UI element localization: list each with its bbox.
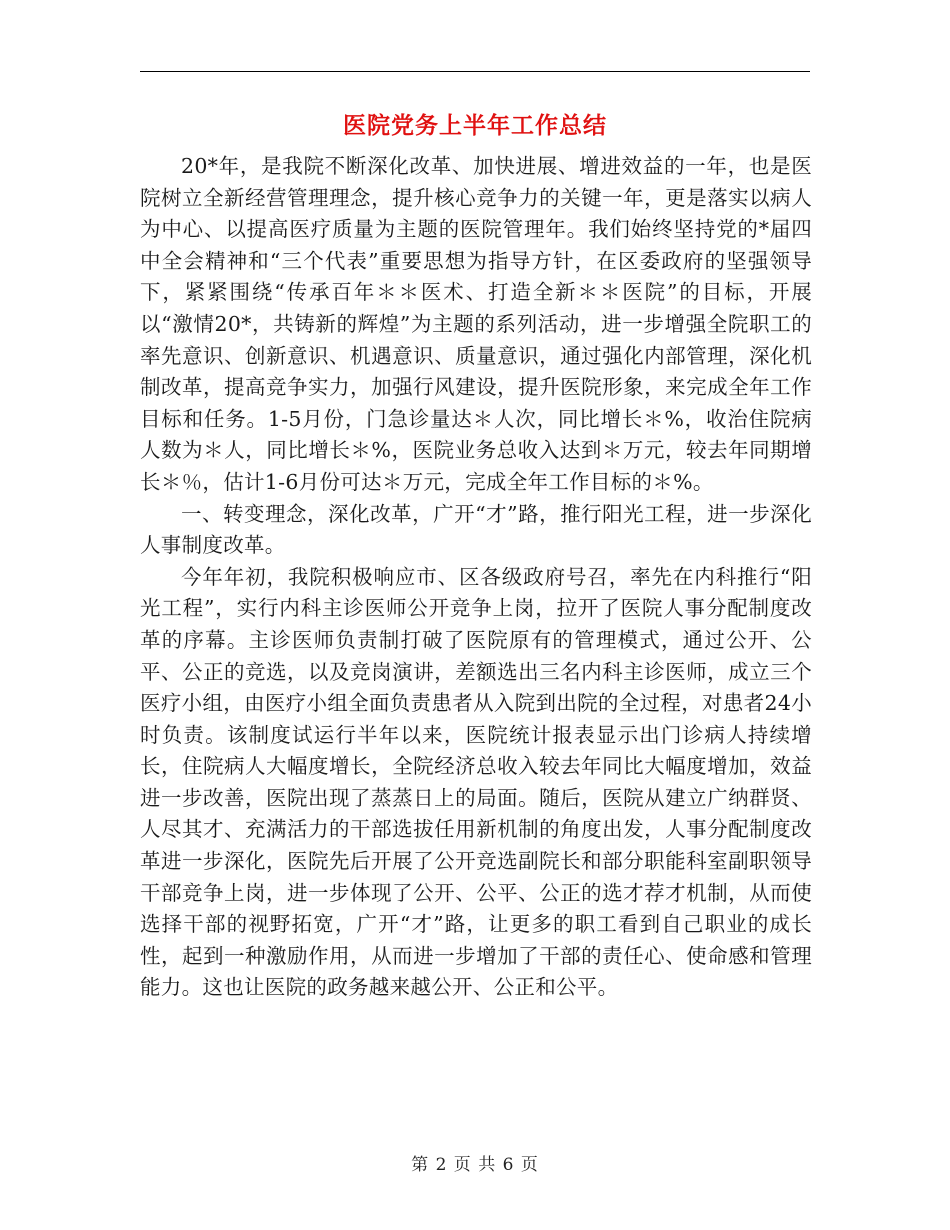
document-title: 医院党务上半年工作总结 [343,112,607,139]
header-rule [140,71,810,72]
page-footer: 第 2 页 共 6 页 [411,1155,539,1175]
paragraph-reform: 今年年初，我院积极响应市、区各级政府号召，率先在内科推行“阳光工程”，实行内科主诊医师公开竞争上岗，拉开了医院人事分配制度改革的序幕。主诊医师负责制打破了医院原有的管理模式，通过公开、公平、公正的竞选，以及竞岗演讲，差额选出三名内科主诊医师，成立三个医疗小组，由医疗小组全面负责患者从入院到出院的全过程，对患者24小时负责。该制度试运行半年以来，医院统计报表显示出门诊病人持续增长，住院病人大幅度增长，全院经济总收入较去年同比大幅度增加，效益进一步改善，医院出现了蒸蒸日上的局面。随后，医院从建立广纳群贤、人尽其才、充满活力的干部选拔任用新机制的角度出发，人事分配制度改革进一步深化，医院先后开展了公开竞选副院长和部分职能科室副职领导干部竞争上岗，进一步体现了公开、公平、公正的选才荐才机制，从而使选择干部的视野拓宽，广开“才”路，让更多的职工看到自己职业的成长性，起到一种激励作用，从而进一步增加了干部的责任心、使命感和管理能力。这也让医院的政务越来越公开、公正和公平。 [140,564,812,1000]
paragraph-intro: 20*年，是我院不断深化改革、加快进展、增进效益的一年，也是医院树立全新经营管理理念，提升核心竞争力的关键一年，更是落实以病人为中心、以提高医疗质量为主题的医院管理年。我们始终坚持党的*届四中全会精神和“三个代表”重要思想为指导方针，在区委政府的坚强领导下，紧紧围绕“传承百年＊＊医术、打造全新＊＊医院”的目标，开展以“激情20*，共铸新的辉煌”为主题的系列活动，进一步增强全院职工的率先意识、创新意识、机遇意识、质量意识，通过强化内部管理，深化机制改革，提高竞争实力，加强行风建设，提升医院形象，来完成全年工作目标和任务。1-5月份，门急诊量达＊人次，同比增长＊%，收治住院病人数为＊人，同比增长＊%，医院业务总收入达到＊万元，较去年同期增长＊％，估计1-6月份可达＊万元，完成全年工作目标的＊%。 [140,154,812,494]
document-body [140,151,812,1004]
paragraph-section-heading: 一、转变理念，深化改革，广开“才”路，推行阳光工程，进一步深化人事制度改革。 [140,501,812,558]
